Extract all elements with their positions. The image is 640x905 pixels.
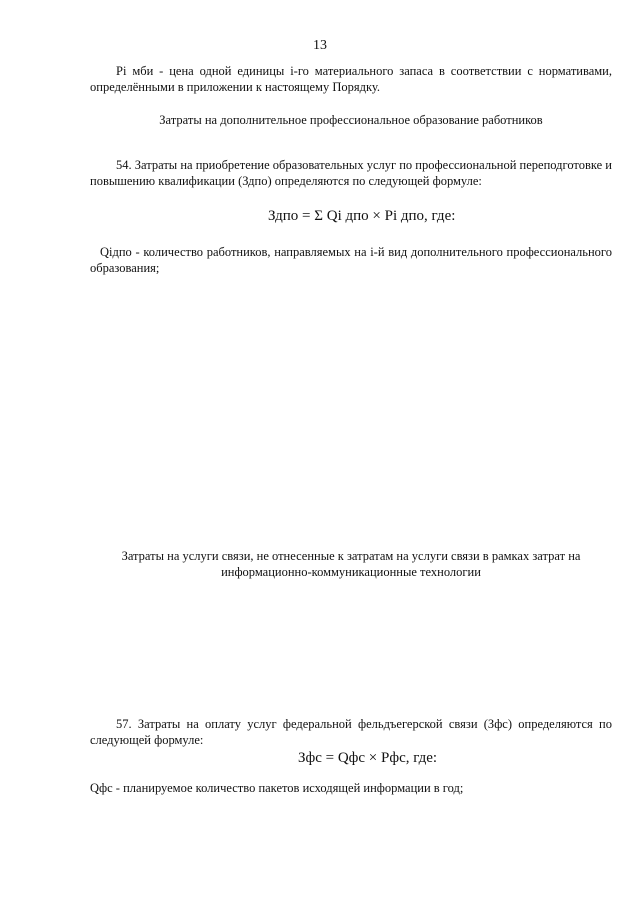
heading-2: Затраты на услуги связи, не отнесенные к затратам на услуги связи в рамках затрат на информационно-коммуникационные технологии (121, 549, 581, 579)
paragraph-57: 57. Затраты на оплату услуг федеральной фельдъегерской связи (Зфс) определяются по следующей формуле: (90, 717, 612, 747)
heading-1: Затраты на дополнительное профессиональное образование работников (159, 113, 543, 127)
paragraph-54: 54. Затраты на приобретение образовательных услуг по профессиональной переподготовке и повышению квалификации (Здпо) определяются по следующей формуле: (90, 158, 612, 188)
paragraph-qfs: Qфс - планируемое количество пакетов исходящей информации в год; (90, 781, 464, 795)
formula-54: Здпо = Σ Qi дпо × Pi дпо, где: (268, 208, 456, 224)
paragraph-p1: Pi мби - цена одной единицы i-го материального запаса в соответствии с нормативами, определёнными в приложении к настоящему Порядку. (90, 64, 612, 94)
paragraph-q: Qiдпо - количество работников, направляемых на i-й вид дополнительного профессионального образования; (90, 245, 612, 275)
page-number: 13 (313, 38, 327, 53)
formula-57: Зфс = Qфс × Pфс, где: (298, 750, 438, 766)
